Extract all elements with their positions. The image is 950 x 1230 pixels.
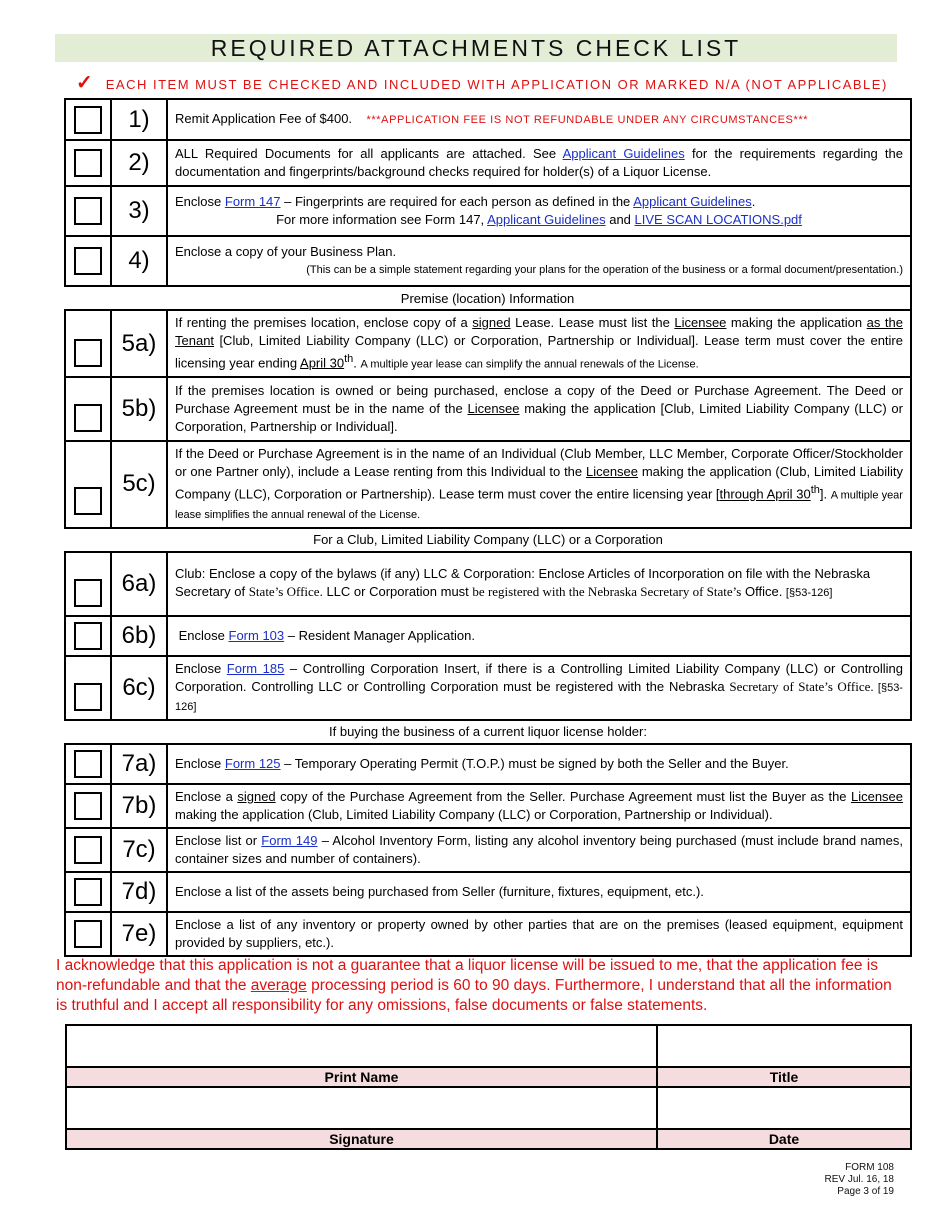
- print-name-label: Print Name: [66, 1067, 657, 1087]
- section-header: For a Club, Limited Liability Company (LLC) or a Corporation: [65, 528, 911, 552]
- instruction-text: EACH ITEM MUST BE CHECKED AND INCLUDED WITH APPLICATION OR MARKED N/A (NOT APPLICABLE): [105, 77, 888, 92]
- item-number: 6b): [111, 616, 167, 656]
- checklist-row-7a: [65, 744, 911, 784]
- title-field[interactable]: [657, 1025, 911, 1067]
- checklist-row-2: [65, 140, 911, 186]
- applicant-guidelines-link[interactable]: Applicant Guidelines: [562, 146, 685, 161]
- date-label: Date: [657, 1129, 911, 1149]
- item-text: Enclose Form 147 – Fingerprints are required for each person as defined in the Applicant Guidelines. For more information see Form 147, Applicant Guidelines and LIVE SCAN LOCATIONS.pdf: [167, 186, 911, 236]
- item-number: 5a): [111, 310, 167, 377]
- checklist-row-3: [65, 186, 911, 236]
- item-text: Remit Application Fee of $400. ***APPLICATION FEE IS NOT REFUNDABLE UNDER ANY CIRCUMSTANCES***: [167, 99, 911, 140]
- item-number: 7d): [111, 872, 167, 912]
- item-text: Enclose a list of any inventory or property owned by other parties that are on the premises (leased equipment, equipment provided by suppliers, etc.).: [167, 912, 911, 956]
- item-number: 7b): [111, 784, 167, 828]
- print-name-field[interactable]: [66, 1025, 657, 1067]
- checklist-row-4: [65, 236, 911, 286]
- checkbox-5a[interactable]: [74, 339, 102, 367]
- form-185-link[interactable]: Form 185: [226, 660, 285, 676]
- checklist-row-1: [65, 99, 911, 140]
- checkbox-4[interactable]: [74, 247, 102, 275]
- checklist-table: [64, 98, 912, 957]
- item-number: 7e): [111, 912, 167, 956]
- item-text: Enclose Form 185 – Controlling Corporation Insert, if there is a Controlling Limited Liability Company (LLC) or Controlling Corporation. Controlling LLC or Controlling Corporation must be registered with the Nebraska Secretary of State’s Office. [§53-126]: [167, 656, 911, 720]
- live-scan-locations-link[interactable]: LIVE SCAN LOCATIONS.pdf: [634, 212, 802, 227]
- item-text: Enclose list or Form 149 – Alcohol Inventory Form, listing any alcohol inventory being purchased (must include brand names, container sizes and number of containers).: [167, 828, 911, 872]
- item-text: Enclose a list of the assets being purchased from Seller (furniture, fixtures, equipment, etc.).: [167, 872, 911, 912]
- form-103-link[interactable]: Form 103: [228, 627, 285, 643]
- item-number: 6a): [111, 552, 167, 616]
- checklist-row-7b: [65, 784, 911, 828]
- form-147-link[interactable]: Form 147: [224, 194, 281, 209]
- checklist-row-7e: [65, 912, 911, 956]
- item-number: 6c): [111, 656, 167, 720]
- form-125-link[interactable]: Form 125: [224, 755, 281, 771]
- date-field[interactable]: [657, 1087, 911, 1129]
- applicant-guidelines-link[interactable]: Applicant Guidelines: [487, 212, 606, 227]
- item-number: 7c): [111, 828, 167, 872]
- section-header: Premise (location) Information: [65, 286, 911, 310]
- checklist-row-5a: [65, 310, 911, 377]
- form-footer: [780, 1162, 894, 1198]
- item-number: 5c): [111, 441, 167, 527]
- checkbox-5b[interactable]: [74, 404, 102, 432]
- checkbox-2[interactable]: [74, 149, 102, 177]
- item-number: 5b): [111, 377, 167, 441]
- checkbox-1[interactable]: [74, 106, 102, 134]
- item-text: If the premises location is owned or being purchased, enclose a copy of the Deed or Purchase Agreement. The Deed or Purchase Agreement must be in the name of the Licensee making the application [Club, Limited Liability Company (LLC) or Corporation, Partnership or Individual].: [167, 377, 911, 441]
- checkmark-icon: ✓: [76, 72, 94, 94]
- item-text: Enclose Form 103 – Resident Manager Application.: [167, 616, 911, 656]
- signature-label: Signature: [66, 1129, 657, 1149]
- checklist-row-6a: [65, 552, 911, 616]
- item-text: Enclose a signed copy of the Purchase Agreement from the Seller. Purchase Agreement must list the Buyer as the Licensee making the application (Club, Limited Liability Company (LLC) or Corporation, Partnership or Individual).: [167, 784, 911, 828]
- item-text: If the Deed or Purchase Agreement is in the name of an Individual (Club Member, LLC Member, Corporate Officer/Stockholder or one Partner only), include a Lease renting from this Individual to the Licensee making the application (Club, Limited Liability Company (LLC), Corporation or Partnership). Lease term must cover the entire licensing year [through April 30th]. A multiple year lease simplifies the annual renewal of the License.: [167, 441, 911, 527]
- checklist-row-5b: [65, 377, 911, 441]
- checkbox-7c[interactable]: [74, 836, 102, 864]
- checkbox-7a[interactable]: [74, 750, 102, 778]
- item-text: ALL Required Documents for all applicants are attached. See Applicant Guidelines for the requirements regarding the documentation and fingerprints/background checks required for holder(s) of a Liquor License.: [167, 140, 911, 186]
- checkbox-7b[interactable]: [74, 792, 102, 820]
- item-number: 1): [111, 99, 167, 140]
- page-title: REQUIRED ATTACHMENTS CHECK LIST: [55, 34, 897, 62]
- item-text: Club: Enclose a copy of the bylaws (if any) LLC & Corporation: Enclose Articles of Incorporation on file with the Nebraska Secretary of State’s Office. LLC or Corporation must be registered with the Nebraska Secretary of State’s Office. [§53-126]: [167, 552, 911, 616]
- checklist-row-7d: [65, 872, 911, 912]
- page-number: Page 3 of 19: [837, 1186, 894, 1197]
- item-number: 2): [111, 140, 167, 186]
- checkbox-5c[interactable]: [74, 487, 102, 515]
- checklist-row-6b: [65, 616, 911, 656]
- section-header: If buying the business of a current liquor license holder:: [65, 720, 911, 744]
- title-label: Title: [657, 1067, 911, 1087]
- item-text: Enclose a copy of your Business Plan. (This can be a simple statement regarding your plans for the operation of the business or a formal document/presentation.): [167, 236, 911, 286]
- form-149-link[interactable]: Form 149: [261, 832, 318, 848]
- checklist-row-7c: [65, 828, 911, 872]
- applicant-guidelines-link[interactable]: Applicant Guidelines: [633, 194, 752, 209]
- acknowledgement-text: I acknowledge that this application is not a guarantee that a liquor license will be issued to me, that the application fee is non-refundable and that the average processing period is 60 to 90 days. Furthermore, I understand that all the information is truthful and I accept all responsibility for any omissions, false documents or false statements.: [56, 957, 892, 1014]
- checkbox-6c[interactable]: [74, 683, 102, 711]
- item-text: If renting the premises location, enclose copy of a signed Lease. Lease must list the Licensee making the application as the Tenant [Club, Limited Liability Company (LLC) or Corporation, Partnership or Individual]. Lease term must cover the entire licensing year ending April 30th. A multiple year lease can simplify the annual renewals of the License.: [167, 310, 911, 377]
- signature-table: [65, 1024, 912, 1150]
- revision-date: REV Jul. 16, 18: [824, 1174, 894, 1185]
- checklist-row-5c: [65, 441, 911, 527]
- item-number: 3): [111, 186, 167, 236]
- checkbox-6b[interactable]: [74, 622, 102, 650]
- instruction-note: [76, 70, 906, 95]
- item-number: 7a): [111, 744, 167, 784]
- item-number: 4): [111, 236, 167, 286]
- item-text: Enclose Form 125 – Temporary Operating Permit (T.O.P.) must be signed by both the Seller and the Buyer.: [167, 744, 911, 784]
- checkbox-6a[interactable]: [74, 579, 102, 607]
- checklist-row-6c: [65, 656, 911, 720]
- form-number: FORM 108: [845, 1162, 894, 1173]
- checkbox-7e[interactable]: [74, 920, 102, 948]
- signature-field[interactable]: [66, 1087, 657, 1129]
- checkbox-3[interactable]: [74, 197, 102, 225]
- checkbox-7d[interactable]: [74, 878, 102, 906]
